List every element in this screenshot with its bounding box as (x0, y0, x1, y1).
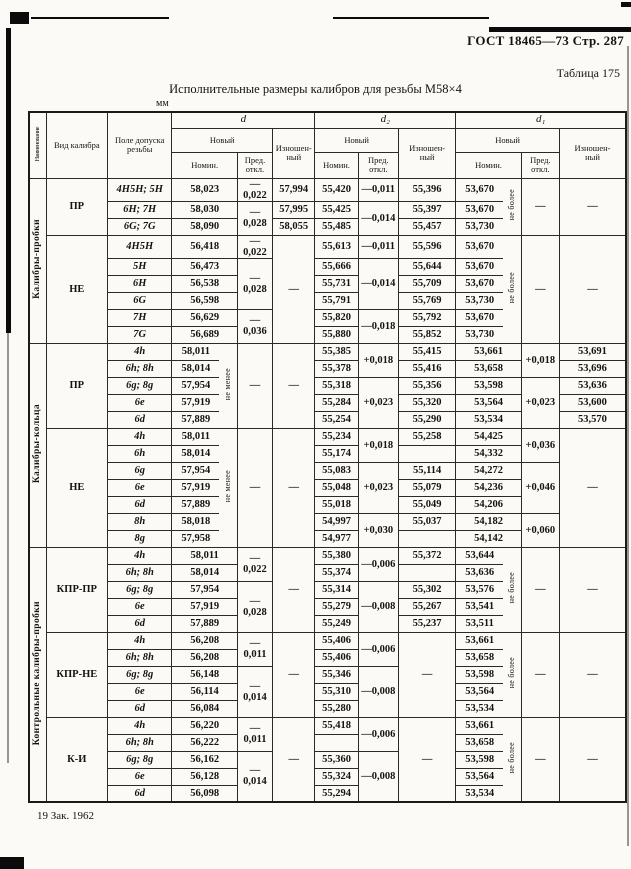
cell-d1-nominal: 53,730 (456, 292, 503, 309)
cell-d2-nominal: 55,380 (315, 547, 358, 564)
col-header-d: d (172, 112, 315, 128)
cell-thread-tolerance: 6g; 8g (108, 581, 172, 598)
cell-d2-worn: 55,114 (398, 462, 455, 479)
cell-thread-tolerance: 4h (108, 547, 172, 564)
cell-d1-nominal: 53,576 (456, 581, 503, 598)
cell-thread-tolerance: 6G (108, 292, 172, 309)
cell-d2-nominal: 55,791 (315, 292, 358, 309)
cell-thread-tolerance: 6g; 8g (108, 666, 172, 683)
col-header-gauge-kind: Вид калибра (46, 112, 107, 178)
d1-qualifier-note: не более (503, 235, 521, 343)
cell-d-worn: 57,995 (273, 201, 315, 218)
cell-d-nominal: 57,919 (172, 479, 219, 496)
cell-d2-nominal: 55,360 (315, 751, 358, 768)
col-header-worn: Изношен-ный (398, 128, 455, 178)
cell-d2-worn: — (398, 717, 455, 802)
cell-d-nominal: 57,954 (172, 462, 219, 479)
cell-d2-nominal: 55,294 (315, 785, 358, 802)
cell-d-nominal: 58,018 (172, 513, 219, 530)
col-header-deviation: Пред. откл. (521, 152, 559, 178)
cell-d-nominal: 57,954 (172, 581, 237, 598)
cell-d2-worn: 55,596 (398, 235, 455, 258)
cell-d-deviation: — (237, 428, 272, 547)
cell-d1-nominal: 53,661 (456, 632, 503, 649)
cell-thread-tolerance: 6g (108, 462, 172, 479)
cell-d-nominal: 57,919 (172, 598, 237, 615)
cell-d2-worn: 55,079 (398, 479, 455, 496)
cell-d2-worn: 55,258 (398, 428, 455, 445)
cell-d2-worn (398, 530, 455, 547)
printer-mark: 19 Зак. 1962 (37, 810, 94, 822)
cell-d2-deviation: +0,023 (358, 462, 398, 513)
d-qualifier-note: не менее (219, 343, 237, 428)
cell-thread-tolerance: 8g (108, 530, 172, 547)
cell-d2-nominal: 55,249 (315, 615, 358, 632)
cell-d-nominal: 57,889 (172, 615, 237, 632)
cell-d1-worn: — (559, 632, 626, 717)
cell-d2-worn: 55,709 (398, 275, 455, 292)
cell-d2-nominal: 55,254 (315, 411, 358, 428)
cell-d2-worn: 55,852 (398, 326, 455, 343)
cell-d-deviation: —0,036 (237, 309, 272, 343)
cell-thread-tolerance: 6d (108, 496, 172, 513)
cell-d-deviation: — (237, 343, 272, 428)
cell-thread-tolerance: 6h; 8h (108, 564, 172, 581)
cell-d1-nominal: 53,661 (456, 717, 503, 734)
cell-d2-worn (398, 564, 455, 581)
cell-d1-nominal: 53,636 (456, 564, 503, 581)
col-header-new: Новый (456, 128, 560, 152)
table-body (29, 178, 626, 802)
cell-d-nominal: 58,014 (172, 445, 219, 462)
cell-d2-nominal: 55,174 (315, 445, 358, 462)
cell-d2-nominal: 55,378 (315, 360, 358, 377)
cell-d1-nominal: 54,142 (456, 530, 521, 547)
section-label: Калибры-пробки (29, 178, 46, 343)
cell-d1-nominal: 53,541 (456, 598, 503, 615)
cell-d-nominal: 58,030 (172, 201, 237, 218)
cell-d1-nominal: 53,658 (456, 360, 521, 377)
cell-thread-tolerance: 4h (108, 717, 172, 734)
cell-d-deviation: —0,028 (237, 581, 272, 632)
col-header-new: Новый (172, 128, 273, 152)
cell-d2-worn: 55,769 (398, 292, 455, 309)
cell-d2-nominal: 55,418 (315, 717, 358, 734)
cell-thread-tolerance: 4Н5Н; 5Н (108, 178, 172, 201)
scan-artifact-right-edge (627, 46, 629, 846)
cell-d1-nominal: 53,564 (456, 394, 521, 411)
cell-d1-worn: 53,600 (559, 394, 626, 411)
cell-d-worn: 57,994 (273, 178, 315, 201)
scan-artifact-corner-tr (621, 2, 631, 7)
cell-thread-tolerance: 6d (108, 615, 172, 632)
cell-d2-nominal: 55,346 (315, 666, 358, 683)
d-qualifier-note: не менее (219, 428, 237, 547)
cell-d1-nominal: 54,206 (456, 496, 521, 513)
cell-d-deviation: —0,014 (237, 751, 272, 802)
cell-d1-nominal: 53,661 (456, 343, 521, 360)
cell-d2-deviation: —0,014 (358, 258, 398, 309)
cell-thread-tolerance: 7Н (108, 309, 172, 326)
cell-d1-nominal: 53,534 (456, 411, 521, 428)
cell-thread-tolerance: 6Н (108, 275, 172, 292)
cell-d2-worn: 55,267 (398, 598, 455, 615)
scan-artifact-left-strip (6, 28, 11, 333)
cell-d2-nominal: 55,406 (315, 632, 358, 649)
cell-thread-tolerance: 6h; 8h (108, 649, 172, 666)
cell-d-nominal: 56,473 (172, 258, 237, 275)
cell-d-nominal: 57,919 (172, 394, 219, 411)
cell-d1-worn: — (559, 547, 626, 632)
cell-d2-nominal: 55,048 (315, 479, 358, 496)
cell-d-nominal: 56,148 (172, 666, 237, 683)
cell-d2-worn: 55,792 (398, 309, 455, 326)
cell-d2-deviation: +0,030 (358, 513, 398, 547)
cell-d1-nominal: 53,534 (456, 700, 503, 717)
cell-d-nominal: 56,689 (172, 326, 237, 343)
cell-d-worn: — (273, 235, 315, 343)
cell-d-nominal: 56,418 (172, 235, 237, 258)
cell-d2-deviation: —0,008 (358, 666, 398, 717)
cell-d-nominal: 56,598 (172, 292, 237, 309)
cell-d2-worn: 55,396 (398, 178, 455, 201)
cell-thread-tolerance: 5Н (108, 258, 172, 275)
cell-d1-worn: — (559, 428, 626, 547)
cell-d1-nominal: 53,598 (456, 666, 503, 683)
cell-d1-nominal: 53,670 (456, 275, 503, 292)
cell-d1-worn: 53,636 (559, 377, 626, 394)
cell-d-worn: — (273, 343, 315, 428)
gauge-kind-label: НЕ (46, 235, 107, 343)
cell-d1-nominal: 53,730 (456, 218, 503, 235)
cell-d2-worn: 55,372 (398, 547, 455, 564)
cell-d2-deviation: —0,008 (358, 751, 398, 802)
cell-d-nominal: 56,084 (172, 700, 237, 717)
cell-thread-tolerance: 6Н; 7Н (108, 201, 172, 218)
cell-thread-tolerance: 8h (108, 513, 172, 530)
cell-d-deviation: —0,011 (237, 632, 272, 666)
cell-d2-nominal: 55,485 (315, 218, 358, 235)
cell-d2-worn: 55,457 (398, 218, 455, 235)
cell-d1-nominal: 53,658 (456, 734, 503, 751)
cell-d1-nominal: 53,670 (456, 258, 503, 275)
cell-d-nominal: 56,220 (172, 717, 237, 734)
cell-d2-nominal: 55,314 (315, 581, 358, 598)
cell-d2-worn: — (398, 632, 455, 717)
cell-d-nominal: 58,011 (172, 547, 237, 564)
col-header-nominal: Номин. (172, 152, 237, 178)
cell-d-nominal: 58,014 (172, 564, 237, 581)
units-label: мм (156, 98, 169, 109)
d1-qualifier-note: не более (503, 717, 521, 802)
cell-d2-deviation: —0,018 (358, 309, 398, 343)
cell-thread-tolerance: 4h (108, 343, 172, 360)
cell-d2-worn: 55,320 (398, 394, 455, 411)
d1-qualifier-note: не более (503, 547, 521, 632)
scan-artifact-corner-bl (0, 857, 24, 869)
cell-d-nominal: 56,222 (172, 734, 237, 751)
scan-artifact-corner-tl (10, 12, 29, 24)
cell-d2-deviation: —0,006 (358, 632, 398, 666)
cell-d-nominal: 58,090 (172, 218, 237, 235)
cell-d2-deviation: +0,018 (358, 343, 398, 377)
col-header-worn: Изношен-ный (273, 128, 315, 178)
cell-d1-nominal: 53,670 (456, 178, 503, 201)
scan-artifact-top-line (333, 17, 489, 19)
cell-d2-deviation: —0,006 (358, 547, 398, 581)
cell-d2-nominal: 55,420 (315, 178, 358, 201)
cell-d2-nominal: 55,820 (315, 309, 358, 326)
col-header-deviation: Пред. откл. (237, 152, 272, 178)
cell-thread-tolerance: 4h (108, 632, 172, 649)
cell-thread-tolerance: 6g; 8g (108, 377, 172, 394)
cell-d2-deviation: —0,014 (358, 201, 398, 235)
cell-d2-nominal: 55,731 (315, 275, 358, 292)
gauge-kind-label: НЕ (46, 428, 107, 547)
cell-d2-nominal: 55,083 (315, 462, 358, 479)
cell-d2-worn: 55,037 (398, 513, 455, 530)
cell-d2-nominal: 55,310 (315, 683, 358, 700)
col-header-nominal: Номин. (456, 152, 521, 178)
cell-d2-nominal: 55,279 (315, 598, 358, 615)
cell-d1-deviation: — (521, 178, 559, 235)
cell-d2-nominal: 55,385 (315, 343, 358, 360)
cell-d1-nominal: 53,534 (456, 785, 503, 802)
cell-d1-nominal: 53,598 (456, 377, 521, 394)
cell-d-nominal: 56,098 (172, 785, 237, 802)
cell-d1-nominal: 53,730 (456, 326, 503, 343)
cell-d2-nominal: 55,324 (315, 768, 358, 785)
cell-thread-tolerance: 6e (108, 598, 172, 615)
cell-thread-tolerance: 6d (108, 700, 172, 717)
cell-d-worn: — (273, 717, 315, 802)
cell-d1-deviation: — (521, 547, 559, 632)
cell-d-nominal: 57,889 (172, 496, 219, 513)
cell-d-nominal: 56,208 (172, 649, 237, 666)
cell-d2-nominal: 55,318 (315, 377, 358, 394)
cell-d2-deviation: +0,023 (358, 377, 398, 428)
cell-d-deviation: —0,028 (237, 258, 272, 309)
cell-d-nominal: 56,128 (172, 768, 237, 785)
cell-d2-nominal: 55,280 (315, 700, 358, 717)
cell-d-worn: — (273, 547, 315, 632)
cell-d2-worn: 55,356 (398, 377, 455, 394)
cell-thread-tolerance: 6e (108, 394, 172, 411)
cell-d-nominal: 56,114 (172, 683, 237, 700)
cell-d-nominal: 57,889 (172, 411, 219, 428)
cell-d2-nominal: 55,234 (315, 428, 358, 445)
cell-d1-nominal: 54,236 (456, 479, 521, 496)
d1-qualifier-note: не более (503, 632, 521, 717)
cell-d-nominal: 56,162 (172, 751, 237, 768)
cell-d2-deviation: —0,008 (358, 581, 398, 632)
cell-d1-worn: — (559, 178, 626, 235)
cell-d1-worn: 53,696 (559, 360, 626, 377)
cell-d2-worn: 55,049 (398, 496, 455, 513)
cell-thread-tolerance: 6h (108, 445, 172, 462)
gauge-dimensions-table (28, 111, 627, 803)
cell-d1-nominal: 53,658 (456, 649, 503, 666)
cell-thread-tolerance: 6h; 8h (108, 734, 172, 751)
cell-d-nominal: 56,629 (172, 309, 237, 326)
cell-d2-nominal: 55,880 (315, 326, 358, 343)
section-label: Калибры-кольца (29, 343, 46, 547)
cell-d-nominal: 58,023 (172, 178, 237, 201)
cell-d2-worn: 55,397 (398, 201, 455, 218)
cell-d2-deviation: —0,011 (358, 235, 398, 258)
cell-d2-worn: 55,237 (398, 615, 455, 632)
cell-thread-tolerance: 6d (108, 785, 172, 802)
col-header-thread-tolerance: Поле допуска резьбы (108, 112, 172, 178)
cell-d2-worn: 55,290 (398, 411, 455, 428)
cell-d-worn: — (273, 632, 315, 717)
cell-d2-nominal: 55,666 (315, 258, 358, 275)
cell-d2-worn: 55,416 (398, 360, 455, 377)
cell-thread-tolerance: 6G; 7G (108, 218, 172, 235)
cell-d-deviation: —0,028 (237, 201, 272, 235)
cell-d1-worn: — (559, 717, 626, 802)
cell-d1-nominal: 53,598 (456, 751, 503, 768)
cell-d-nominal: 58,014 (172, 360, 219, 377)
gauge-kind-label: ПР (46, 343, 107, 428)
cell-d-deviation: —0,011 (237, 717, 272, 751)
cell-d1-nominal: 54,272 (456, 462, 521, 479)
section-label: Контрольные калибры-пробки (29, 547, 46, 802)
table-number-label: Таблица 175 (556, 66, 620, 80)
gauge-kind-label: КПР-ПР (46, 547, 107, 632)
cell-d2-deviation: —0,011 (358, 178, 398, 201)
cell-d1-nominal: 54,332 (456, 445, 521, 462)
cell-d2-nominal (315, 734, 358, 751)
col-header-new: Новый (315, 128, 399, 152)
col-header-d2: d₂ (315, 112, 456, 128)
gauge-kind-label: КПР-НЕ (46, 632, 107, 717)
cell-d1-nominal: 54,425 (456, 428, 521, 445)
cell-d2-nominal: 55,613 (315, 235, 358, 258)
cell-d1-deviation: — (521, 235, 559, 343)
scan-artifact-top-line (31, 17, 169, 19)
cell-d1-nominal: 53,670 (456, 235, 503, 258)
page-title: Исполнительные размеры калибров для резьбы М58×4 (169, 82, 462, 96)
cell-d1-worn: 53,691 (559, 343, 626, 360)
gost-header: ГОСТ 18465—73 Стр. 287 (467, 33, 624, 48)
cell-d1-deviation: +0,023 (521, 377, 559, 428)
cell-thread-tolerance: 4h (108, 428, 172, 445)
cell-d-nominal: 57,954 (172, 377, 219, 394)
cell-d2-deviation: +0,018 (358, 428, 398, 462)
cell-d1-deviation: +0,036 (521, 428, 559, 462)
d1-qualifier-note: не более (503, 178, 521, 235)
cell-thread-tolerance: 6e (108, 768, 172, 785)
scan-artifact-left-strip (7, 333, 9, 763)
cell-d2-worn (398, 445, 455, 462)
cell-thread-tolerance: 6e (108, 683, 172, 700)
cell-d1-worn: — (559, 235, 626, 343)
cell-thread-tolerance: 6d (108, 411, 172, 428)
cell-d-deviation: —0,014 (237, 666, 272, 717)
cell-d-nominal: 57,958 (172, 530, 219, 547)
cell-d2-nominal: 55,284 (315, 394, 358, 411)
cell-d2-nominal: 55,406 (315, 649, 358, 666)
cell-thread-tolerance: 6h; 8h (108, 360, 172, 377)
cell-d2-nominal: 55,018 (315, 496, 358, 513)
cell-d2-nominal: 54,977 (315, 530, 358, 547)
cell-d-nominal: 58,011 (172, 428, 219, 445)
cell-d-deviation: —0,022 (237, 178, 272, 201)
cell-d2-worn: 55,644 (398, 258, 455, 275)
col-header-name: Наименование (29, 112, 46, 178)
cell-d1-worn: 53,570 (559, 411, 626, 428)
cell-thread-tolerance: 4Н5Н (108, 235, 172, 258)
cell-d1-nominal: 53,670 (456, 201, 503, 218)
cell-d2-deviation: —0,006 (358, 717, 398, 751)
cell-d1-deviation: — (521, 632, 559, 717)
cell-d-deviation: —0,022 (237, 235, 272, 258)
cell-d-nominal: 56,538 (172, 275, 237, 292)
cell-d2-worn: 55,415 (398, 343, 455, 360)
cell-d1-deviation: +0,060 (521, 513, 559, 547)
cell-d1-deviation: +0,018 (521, 343, 559, 377)
cell-d2-nominal: 54,997 (315, 513, 358, 530)
cell-d1-nominal: 53,644 (456, 547, 503, 564)
cell-thread-tolerance: 7G (108, 326, 172, 343)
cell-d1-nominal: 53,670 (456, 309, 503, 326)
col-header-d1: d₁ (456, 112, 626, 128)
cell-thread-tolerance: 6g; 8g (108, 751, 172, 768)
gauge-kind-label: ПР (46, 178, 107, 235)
cell-thread-tolerance: 6e (108, 479, 172, 496)
cell-d1-nominal: 53,511 (456, 615, 503, 632)
col-header-deviation: Пред. откл. (358, 152, 398, 178)
cell-d1-deviation: — (521, 717, 559, 802)
cell-d-nominal: 58,011 (172, 343, 219, 360)
cell-d1-nominal: 53,564 (456, 683, 503, 700)
gauge-kind-label: К-И (46, 717, 107, 802)
scan-artifact-top-right-bar (489, 27, 631, 32)
col-header-nominal: Номин. (315, 152, 358, 178)
cell-d1-nominal: 53,564 (456, 768, 503, 785)
cell-d-worn: 58,055 (273, 218, 315, 235)
cell-d2-nominal: 55,374 (315, 564, 358, 581)
col-header-worn: Изношен-ный (559, 128, 626, 178)
cell-d-worn: — (273, 428, 315, 547)
cell-d1-deviation: +0,046 (521, 462, 559, 513)
cell-d-nominal: 56,208 (172, 632, 237, 649)
cell-d2-nominal: 55,425 (315, 201, 358, 218)
cell-d-deviation: —0,022 (237, 547, 272, 581)
cell-d2-worn: 55,302 (398, 581, 455, 598)
cell-d1-nominal: 54,182 (456, 513, 521, 530)
